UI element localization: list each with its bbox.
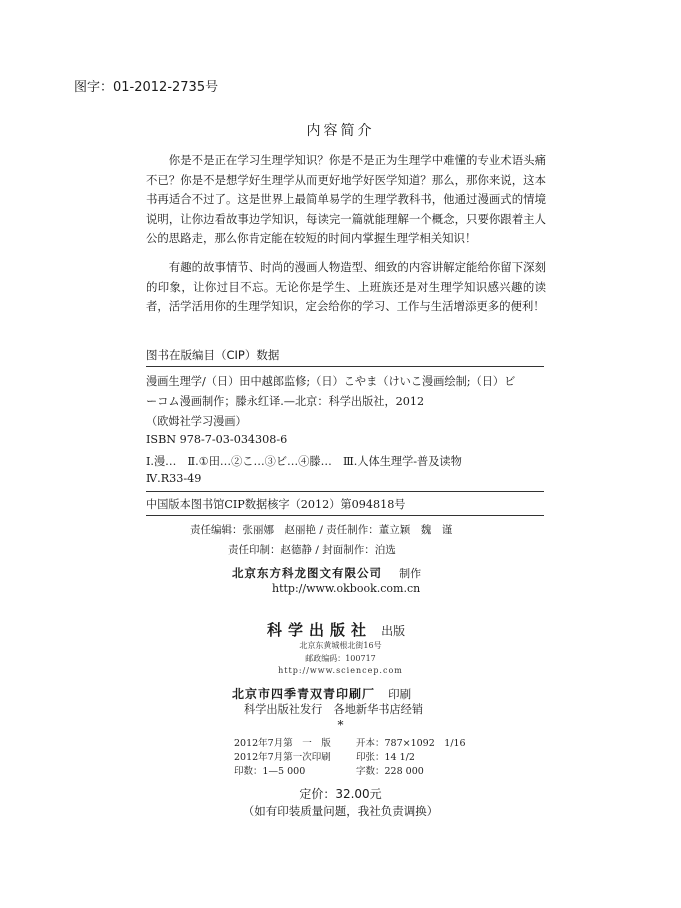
printing-date: 2012年7月第一次印刷 — [234, 752, 331, 763]
producer-name: 北京东方科龙图文有限公司 — [232, 566, 382, 580]
summary-title: 内容简介 — [306, 123, 375, 139]
cip-line-2: ーコム漫画制作；滕永红译.—北京：科学出版社，2012 — [146, 395, 425, 408]
publisher-address: 北京东黄城根北街16号 — [299, 641, 382, 650]
credits-print-cover: 责任印制：赵德静 / 封面制作：泊选 — [228, 544, 396, 556]
price: 定价：32.00元 — [299, 787, 382, 801]
cip-line-isbn: ISBN 978-7-03-034308-6 — [146, 433, 288, 446]
distribution-line: 科学出版社发行 各地新华书店经销 — [244, 703, 424, 716]
credits-editors: 责任编辑：张丽娜 赵丽艳 / 责任制作：董立颖 魏 谨 — [190, 524, 453, 536]
cip-registry-number: 中国版本图书馆CIP数据核字（2012）第094818号 — [146, 498, 406, 511]
printer-role: 印刷 — [388, 687, 412, 701]
publisher-role: 出版 — [381, 624, 406, 638]
printer-line — [232, 683, 411, 702]
cip-line-classification: Ⅰ.漫… Ⅱ.①田…②こ…③ビ…④滕… Ⅲ.人体生理学-普及读物 — [146, 455, 462, 468]
producer-line — [232, 562, 421, 581]
copyright-register-number: 图字：01-2012-2735号 — [74, 80, 219, 95]
producer-role: 制作 — [399, 567, 422, 580]
publisher-url: http://www.sciencep.com — [278, 666, 403, 675]
producer-url: http://www.okbook.com.cn — [272, 582, 421, 595]
printed-sheets: 印张：14 1/2 — [356, 752, 415, 763]
cip-heading: 图书在版编目（CIP）数据 — [146, 348, 280, 362]
cip-line-1: 漫画生理学/（日）田中越郎监修;（日）こやま（けいこ漫画绘制;（日）ビ — [146, 375, 516, 388]
quality-note: （如有印装质量问题，我社负责调换） — [242, 804, 439, 818]
print-run: 印数：1—5 000 — [234, 766, 306, 777]
format-size: 开本：787×1092 1/16 — [356, 738, 466, 749]
word-count: 字数：228 000 — [356, 766, 424, 777]
summary-paragraph-1: 你是不是正在学习生理学知识？你是不是正为生理学中难懂的专业术语头痛不已？你是不是想学好生理学从而更好地学好医学知道？那么，那你来说，这本书再适合不过了。这是世界上最简单易学的生理学教科书，他通过漫画式的情境说明，让你边看故事边学知识，每读完一篇就能理解一个概念，只要你跟着主人公的思路走，那么你肯定能在较短的时间内掌握生理学相关知识！ — [146, 153, 546, 246]
printer-name: 北京市四季青双青印刷厂 — [232, 687, 376, 701]
cip-top-rule — [146, 366, 544, 367]
summary-paragraph-2: 有趣的故事情节、时尚的漫画人物造型、细致的内容讲解定能给你留下深刻的印象，让你过目不忘。无论你是学生、上班族还是对生理学知识感兴趣的读者，活学活用你的生理学知识，定会给你的学习、工作与生活增添更多的便利！ — [146, 260, 546, 314]
cip-line-3: （欧姆社学习漫画） — [146, 415, 247, 428]
publisher-name: 科学出版社 — [267, 621, 373, 639]
cip-bottom-rule — [146, 515, 544, 516]
publisher-line — [267, 619, 405, 640]
publisher-postcode: 邮政编码：100717 — [305, 654, 376, 663]
divider-star: * — [337, 718, 344, 732]
edition-date: 2012年7月第 一 版 — [234, 738, 331, 749]
cip-line-call-number: Ⅳ.R33-49 — [146, 472, 202, 485]
cip-middle-rule — [146, 491, 544, 492]
